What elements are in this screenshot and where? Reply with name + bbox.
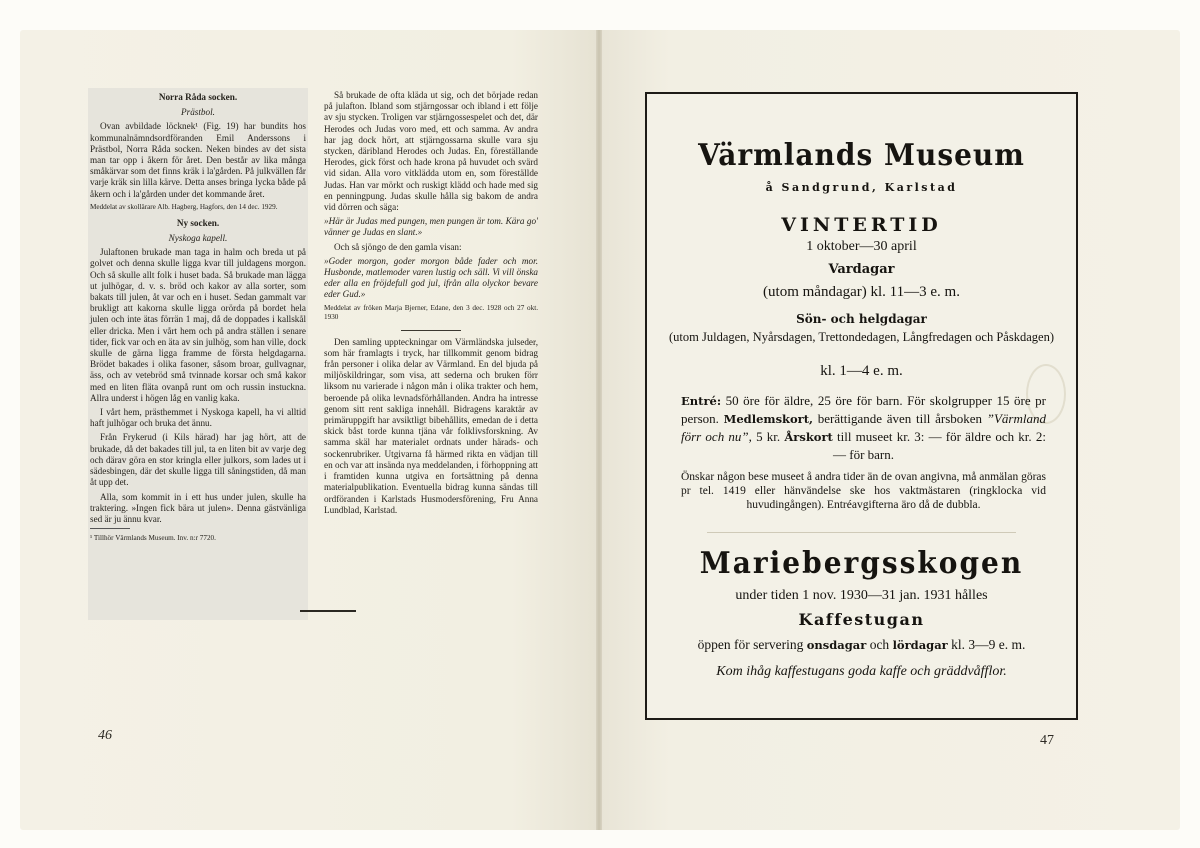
entry-text: 5 kr. [751, 429, 785, 444]
annual-card-label: Årskort [784, 430, 833, 444]
weekdays-hours: (utom måndagar) kl. 11—3 e. m. [763, 284, 960, 300]
subheading-nyskoga: Nyskoga kapell. [168, 233, 228, 244]
left-column-2 [324, 90, 538, 519]
advertisement-content [647, 94, 1076, 718]
open-text: öppen för servering [697, 637, 807, 652]
cafe-opening [647, 637, 1076, 653]
paragraph: Ovan avbildade löcknek¹ (Fig. 19) har bundits hos kommunalnämndsordföranden Emil Anderssons i Prästbol, Norra Råda socken. Neken bindes av det sista man tar opp i åkern för året. Den består av lika många småkärvar som det finns kräk i la'gården. På julkvällen får varje kräk sin lilla kärve. Detta anses bringa lycka både på åkern och i la'gården under det kommande året. [90, 121, 306, 199]
sundays-label: Sön- och helgdagar [796, 312, 927, 326]
page-number-left: 46 [98, 728, 112, 743]
paragraph: Från Frykerud (i Kils härad) har jag hört, att de brukade, då det bakades till jul, ta en liten bit av varje deg och därav göra en stor kringla eller julkors, som lades ut i sädesbingen, där det skulle ligga till såningstiden, då man åt upp det. [90, 432, 306, 488]
museum-location: å Sandgrund, Karlstad [765, 181, 958, 194]
footnote-divider [90, 528, 130, 529]
park-title: Mariebergsskogen [699, 544, 1024, 581]
subheading-prastbol: Prästbol. [181, 107, 215, 118]
section-heading-ny-socken: Ny socken. [176, 217, 220, 228]
cafe-slogan: Kom ihåg kaffestugans goda kaffe och gräddvåfflor. [716, 664, 1007, 679]
open-day: lördagar [892, 638, 948, 652]
paragraph: Och så sjöngo de den gamla visan: [334, 241, 462, 252]
season-period: 1 oktober—30 april [806, 239, 917, 254]
quote-judas: »Här är Judas med pungen, men pungen är tom. Kära go' vänner ge Judas en slant.» [324, 216, 538, 238]
holiday-exceptions: (utom Juldagen, Nyårsdagen, Trettondedagen, Långfredagen och Påskdagen) [669, 330, 1054, 344]
museum-title: Värmlands Museum [698, 136, 1025, 173]
museum-advertisement [645, 92, 1078, 720]
book-gutter [596, 30, 602, 830]
footnote: ¹ Tillhör Värmlands Museum. Inv. n:r 7720. [90, 534, 216, 543]
season-heading: VINTERTID [781, 214, 942, 236]
entry-fees [681, 392, 1046, 463]
weekdays-label: Vardagar [828, 262, 895, 277]
divider [401, 330, 461, 331]
open-text: och [866, 637, 893, 652]
paragraph: I vårt hem, prästhemmet i Nyskoga kapell, ha vi alltid haft julhögar och bruka det ännu. [90, 407, 306, 429]
credit-note: Meddelat av fröken Marja Bjerner, Edane, den 3 dec. 1928 och 27 okt. 1930 [324, 303, 538, 321]
credit-note: Meddelat av skollärare Alb. Hagberg, Hagfors, den 14 dec. 1929. [90, 202, 278, 211]
member-card-label: Medlemskort, [723, 412, 814, 426]
page-number-right: 47 [1040, 733, 1054, 748]
yearbook-title: ”Värmland förr och nu”, [681, 411, 1046, 444]
quote-song: »Goder morgon, goder morgon både fader och mor. Husbonde, matlemoder varen lustig och säll. Vi vill önska eder alla en fröjdefull god jul, ifrån alla olyckor bevare eder Gud.» [324, 255, 538, 300]
sundays-hours: kl. 1—4 e. m. [820, 363, 903, 379]
left-column-1 [90, 90, 306, 547]
entry-text: berättigande även till årsboken [813, 411, 987, 426]
end-rule [300, 610, 356, 612]
paragraph: Så brukade de ofta kläda ut sig, och det började redan på julafton. Ibland som stjärngossar och ibland i ett följe av sju stycken. Troligen var stjärngossespelet och det, där Herodes och Judas voro med, ett och samma. Av andra har jag dock hört, att stjärngossarna skulle vara sju stycken, däribland Herodes och Judas. En, föreställande Herodes, gick först och hade krona på huvudet och svärd vid sidan. Alla voro vitklädda utom en, som föreställde Judas. Han var mörkt och ruskigt klädd och hade med sig en penningpung. Judas skulle hålla sig bakom de andra vid dörren och säga: [324, 90, 538, 213]
open-day: onsdagar [806, 638, 867, 652]
entry-text: 50 öre för äldre, 25 öre för barn. För skolgrupper 15 öre pr person. [681, 393, 1046, 426]
paragraph: Julaftonen brukade man taga in halm och breda ut på golvet och denna skulle ligga kvar till juldagens morgon. Och så skulle allt folk i huset bada. Så brukade man lägga ut julhögar, d. v. s. bröd och kakor av alla sorter, som bakats till julen, åt var och en i huset. Sedan gammalt var brukligt att kakorna skulle ligga orörda på bordet hela julen och inte ätas förrän 1 maj, då de doppades i kallskål eller dricka. Men i vårt hem och på andra ställen i senare tider, fick var och en äta av sin julhög, som han ville, dock skulle de gärna ligga framme de första helgdagarna. Brödet bakades i olika fasoner, såsom broar, gullvagnar, äss, och av vetebröd små tvinnade korsar och små kakor med en liten fläta ovanpå runt om och russin instuckna. Allra underst i högen låg en vanlig kaka. [90, 247, 306, 403]
section-heading-norra-rada: Norra Råda socken. [158, 92, 238, 102]
ad-divider [707, 532, 1016, 533]
cafe-title: Kaffestugan [798, 610, 925, 629]
open-text: kl. 3—9 e. m. [947, 637, 1026, 652]
park-period: under tiden 1 nov. 1930—31 jan. 1931 hålles [735, 588, 988, 603]
entry-label: Entré: [681, 394, 722, 408]
paragraph: Den samling uppteckningar om Värmländska julseder, som här framlagts i tryck, har tillkommit genom bidrag från personer i olika delar av Värmland. En del bjuda på miljöskildringar, som visa, att sederna och bruken förr liksom nu varierade i någon mån i olika trakter och hem, beroende på olika levnadsförhållanden. Andra ha intresse genom sitt rent sakliga innehåll. Bidragens karaktär av primäruppgift har avsiktligt bibehållits, emedan de i detta skick båst torde kunna tjäna vår folklivsforskning. Av samma skäl har materialet ordnats under härads- och sockenrubriker. Utgivarna få härmed rikta en vädjan till en och var att insända nya meddelanden, i förhoppning att i framtiden kunna utgiva en fortsättning på denna materialpublikation. Eventuella bidrag kunna sändas till ordföranden i Karlstads Husmodersförening, Fru Anna Lundblad, Karlstad. [324, 336, 538, 515]
paragraph: Alla, som kommit in i ett hus under julen, skulle ha traktering. »Ingen fick bära ut julen». Denna gästvänliga sed är ju ännu kvar. [90, 491, 306, 524]
entry-text: till museet kr. 3: — för äldre och kr. 2: — för barn. [832, 429, 1046, 462]
visit-note: Önskar någon bese museet å andra tider än de ovan angivna, må anmälan göras pr tel. 1419 eller hänvändelse ske hos vaktmästaren (ringklocka vid huvudingången). Entréavgifterna äro då de dubbla. [681, 471, 1046, 511]
